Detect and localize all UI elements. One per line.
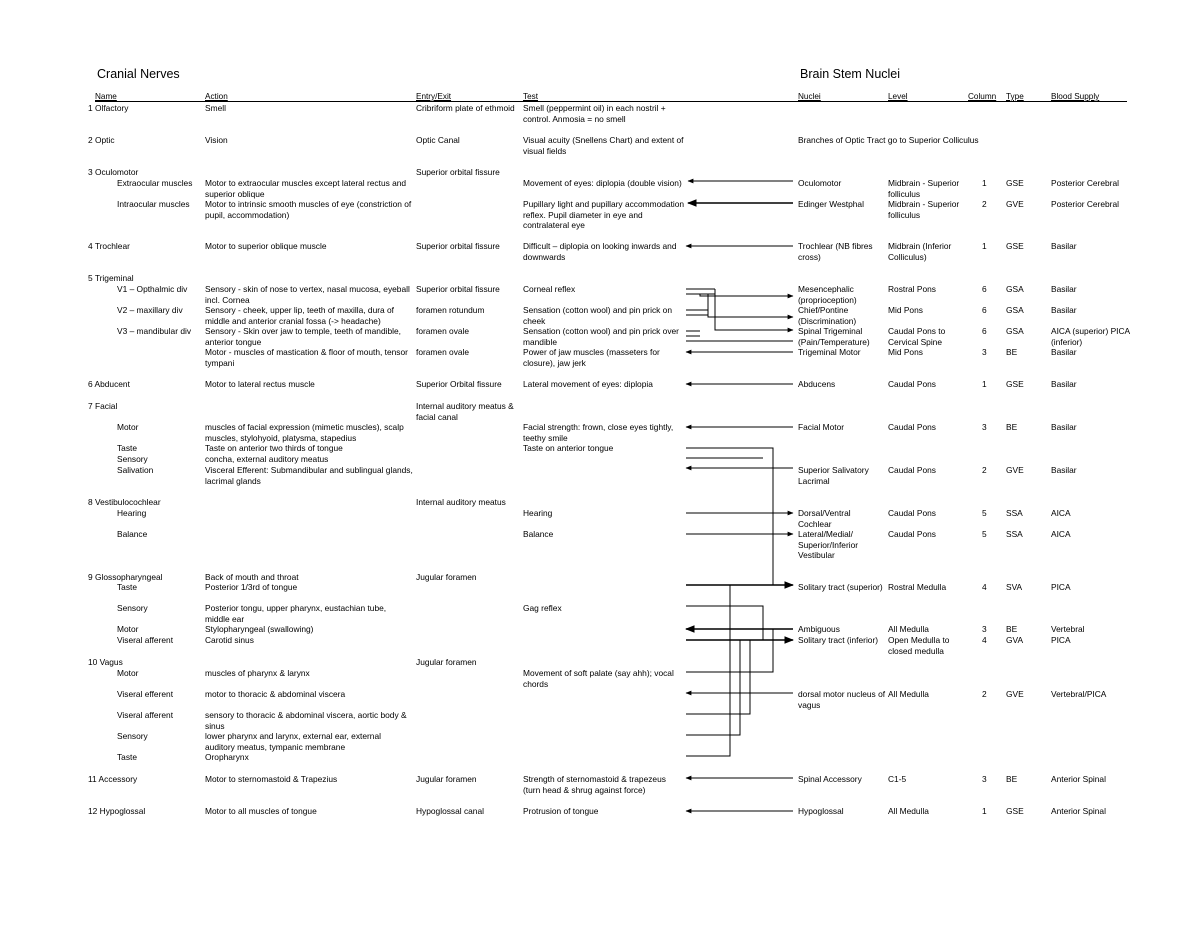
cell-column: 3 (982, 347, 987, 357)
left-title: Cranial Nerves (97, 67, 180, 81)
cell-level: Caudal Pons (888, 508, 936, 518)
cell-test: Balance (523, 529, 554, 539)
right-title: Brain Stem Nuclei (800, 67, 901, 81)
cell-nuclei: Solitary tract (superior) (798, 582, 883, 592)
cell-name: Hearing (117, 508, 147, 518)
cell-test: Sensation (cotton wool) and pin prick on cheek (523, 305, 672, 326)
cell-action: Back of mouth and throat (205, 572, 299, 582)
cell-blood: AICA (1051, 529, 1071, 539)
cell-nuclei: Abducens (798, 379, 836, 389)
cell-action: sensory to thoracic & abdominal viscera, aortic body & sinus (205, 710, 407, 731)
cell-name: 10 Vagus (88, 657, 123, 667)
cell-type: GSA (1006, 305, 1024, 315)
cell-type: SSA (1006, 508, 1023, 518)
cell-entry: Internal auditory meatus & facial canal (416, 401, 514, 422)
trig-to-spinal (715, 289, 793, 330)
cell-entry: Internal auditory meatus (416, 497, 506, 507)
cell-column: 6 (982, 284, 987, 294)
cell-level: Midbrain - Superior folliculus (888, 178, 960, 199)
cell-test: Corneal reflex (523, 284, 576, 294)
cell-entry: Jugular foramen (416, 572, 477, 582)
cell-action: Posterior 1/3rd of tongue (205, 582, 298, 592)
cell-entry: Optic Canal (416, 135, 460, 145)
cell-type: SSA (1006, 529, 1023, 539)
cell-column: 5 (982, 508, 987, 518)
cell-test: Movement of soft palate (say ahh); vocal chords (523, 668, 674, 689)
cell-name: Extraocular muscles (117, 178, 193, 188)
cell-blood: AICA (1051, 508, 1071, 518)
cell-column: 6 (982, 305, 987, 315)
cell-blood: AICA (superior) PICA (inferior) (1051, 326, 1130, 347)
cell-level: Rostral Medulla (888, 582, 947, 592)
cell-level: Mid Pons (888, 305, 923, 315)
cell-level: All Medulla (888, 689, 929, 699)
cell-test: Facial strength: frown, close eyes tightly, teethy smile (523, 422, 674, 443)
cell-test: Lateral movement of eyes: diplopia (523, 379, 653, 389)
cell-nuclei: Lateral/Medial/ Superior/Inferior Vestibular (798, 529, 859, 561)
cell-level: Caudal Pons to Cervical Spine (888, 326, 946, 347)
cell-column: 1 (982, 178, 987, 188)
cell-level: Caudal Pons (888, 422, 936, 432)
cell-test: Smell (peppermint oil) in each nostril + control. Anmosia = no smell (523, 103, 666, 124)
cell-type: GSE (1006, 178, 1024, 188)
header-level: Level (888, 92, 908, 101)
cell-column: 4 (982, 582, 987, 592)
cell-name: 3 Oculomotor (88, 167, 139, 177)
cell-action: Motor - muscles of mastication & floor of mouth, tensor tympani (205, 347, 408, 368)
cell-column: 1 (982, 241, 987, 251)
cell-action: Stylopharyngeal (swallowing) (205, 624, 314, 634)
cell-test: Pupillary light and pupillary accommodation reflex. Pupil diameter in eye and contralateral eye (523, 199, 685, 231)
cell-name: Salivation (117, 465, 154, 475)
cell-name: 1 Olfactory (88, 103, 129, 113)
cell-test: Protrusion of tongue (523, 806, 599, 816)
cell-action: lower pharynx and larynx, external ear, external auditory meatus, tympanic membrane (205, 731, 381, 752)
cell-action: Motor to all muscles of tongue (205, 806, 317, 816)
cell-action: muscles of pharynx & larynx (205, 668, 310, 678)
cell-nuclei: Solitary tract (inferior) (798, 635, 879, 645)
cell-entry: Hypoglossal canal (416, 806, 484, 816)
cell-type: GSE (1006, 241, 1024, 251)
cell-entry: Superior orbital fissure (416, 167, 500, 177)
cell-nuclei: Trochlear (NB fibres cross) (798, 241, 873, 262)
cell-nuclei: Trigeminal Motor (798, 347, 861, 357)
cell-name: 9 Glossopharyngeal (88, 572, 163, 582)
cell-nuclei: Oculomotor (798, 178, 842, 188)
cell-type: GVA (1006, 635, 1024, 645)
cell-name: Sensory (117, 731, 148, 741)
cell-blood: Basilar (1051, 379, 1077, 389)
cell-test: Strength of sternomastoid & trapezeus (turn head & shrug against force) (523, 774, 666, 795)
cell-level: C1-5 (888, 774, 907, 784)
cell-type: BE (1006, 422, 1018, 432)
cell-level: Open Medulla to closed medulla (888, 635, 950, 656)
vagus-sensory-line (686, 640, 740, 735)
cell-name: 12 Hypoglossal (88, 806, 146, 816)
cell-name: Taste (117, 443, 138, 453)
cell-column: 1 (982, 806, 987, 816)
cell-type: SVA (1006, 582, 1023, 592)
cell-level: All Medulla (888, 806, 929, 816)
cell-test: Movement of eyes: diplopia (double vision) (523, 178, 682, 188)
cell-name: Taste (117, 582, 138, 592)
cell-type: BE (1006, 774, 1018, 784)
cell-name: Viseral afferent (117, 710, 174, 720)
cell-test: Taste on anterior tongue (523, 443, 614, 453)
cell-entry: foramen ovale (416, 326, 470, 336)
cell-entry: Jugular foramen (416, 774, 477, 784)
cell-level: All Medulla (888, 624, 929, 634)
cell-blood: Basilar (1051, 347, 1077, 357)
cell-action: concha, external auditory meatus (205, 454, 329, 464)
cell-test: Power of jaw muscles (masseters for closure), jaw jerk (523, 347, 660, 368)
cell-name: 8 Vestibulocochlear (88, 497, 161, 507)
header-column: Column (968, 92, 997, 101)
cell-blood: Posterior Cerebral (1051, 199, 1119, 209)
cell-nuclei: Mesencephalic (proprioception) (798, 284, 857, 305)
cell-action: Motor to superior oblique muscle (205, 241, 327, 251)
cell-action: motor to thoracic & abdominal viscera (205, 689, 346, 699)
cell-action: Sensory - cheek, upper lip, teeth of maxilla, dura of middle and anterior cranial fossa (-> headache) (205, 305, 395, 326)
facial-taste-line (686, 448, 793, 585)
cell-test: Visual acuity (Snellens Chart) and extent of visual fields (523, 135, 684, 156)
cell-entry: foramen ovale (416, 347, 470, 357)
header-nuclei: Nuclei (798, 92, 821, 101)
cell-level: Mid Pons (888, 347, 923, 357)
cell-name: Sensory (117, 454, 148, 464)
cell-level: Caudal Pons (888, 529, 936, 539)
cell-blood: Basilar (1051, 465, 1077, 475)
cell-entry: Superior Orbital fissure (416, 379, 502, 389)
cell-action: Vision (205, 135, 228, 145)
cell-blood: Anterior Spinal (1051, 806, 1106, 816)
cell-name: Motor (117, 624, 139, 634)
cell-name: Viseral efferent (117, 689, 174, 699)
cell-blood: Basilar (1051, 305, 1077, 315)
cell-type: GSE (1006, 379, 1024, 389)
header-action: Action (205, 92, 228, 101)
header-name: Name (95, 92, 117, 101)
cell-action: Motor to intrinsic smooth muscles of eye (constriction of pupil, accommodation) (205, 199, 412, 220)
cell-action: Oropharynx (205, 752, 249, 762)
cell-nuclei: Hypoglossal (798, 806, 844, 816)
cell-name: V1 – Opthalmic div (117, 284, 188, 294)
cell-nuclei: Spinal Accessory (798, 774, 862, 784)
vagus-taste-line (686, 585, 730, 756)
cell-blood: Posterior Cerebral (1051, 178, 1119, 188)
header-type: Type (1006, 92, 1024, 101)
cell-type: GSA (1006, 326, 1024, 336)
cell-entry: Superior orbital fissure (416, 241, 500, 251)
cell-blood: Vertebral/PICA (1051, 689, 1107, 699)
cell-test: Difficult – diplopia on looking inwards and downwards (523, 241, 677, 262)
cell-nuclei: Facial Motor (798, 422, 845, 432)
cell-blood: Basilar (1051, 241, 1077, 251)
cell-action: Carotid sinus (205, 635, 254, 645)
cell-nuclei: Dorsal/Ventral Cochlear (798, 508, 851, 529)
cell-type: GVE (1006, 199, 1024, 209)
cell-level: Midbrain (Inferior Colliculus) (888, 241, 952, 262)
cell-name: Taste (117, 752, 138, 762)
cell-action: muscles of facial expression (mimetic muscles), scalp muscles, stylohyoid, platysma, stapedius (205, 422, 404, 443)
cell-column: 5 (982, 529, 987, 539)
cell-column: 6 (982, 326, 987, 336)
cell-name: Sensory (117, 603, 148, 613)
cell-action: Motor to lateral rectus muscle (205, 379, 315, 389)
cell-level: Rostral Pons (888, 284, 936, 294)
cell-level: Caudal Pons (888, 465, 936, 475)
cell-type: BE (1006, 347, 1018, 357)
cell-name: Intraocular muscles (117, 199, 190, 209)
cell-test: Sensation (cotton wool) and pin prick over mandible (523, 326, 679, 347)
cell-name: 4 Trochlear (88, 241, 130, 251)
cell-name: 5 Trigeminal (88, 273, 134, 283)
cell-column: 2 (982, 465, 987, 475)
cell-entry: Superior orbital fissure (416, 284, 500, 294)
cell-name: V3 – mandibular div (117, 326, 192, 336)
cell-name: 7 Facial (88, 401, 118, 411)
header-entry: Entry/Exit (416, 92, 452, 101)
cell-action: Sensory - skin of nose to vertex, nasal mucosa, eyeball incl. Cornea (205, 284, 410, 305)
cell-blood: PICA (1051, 582, 1071, 592)
cell-entry: Cribriform plate of ethmoid (416, 103, 515, 113)
optic-nuclei-note: Branches of Optic Tract go to Superior Colliculus (798, 135, 979, 145)
cell-action: Motor to sternomastoid & Trapezius (205, 774, 338, 784)
cell-blood: Vertebral (1051, 624, 1085, 634)
cell-nuclei: Chief/Pontine (Discrimination) (798, 305, 857, 326)
cell-level: Caudal Pons (888, 379, 936, 389)
header-test: Test (523, 92, 539, 101)
cell-name: Motor (117, 668, 139, 678)
cell-name: Balance (117, 529, 148, 539)
cell-nuclei: Spinal Trigeminal (Pain/Temperature) (798, 326, 870, 347)
cell-blood: Basilar (1051, 284, 1077, 294)
cell-type: GSE (1006, 806, 1024, 816)
cell-blood: Basilar (1051, 422, 1077, 432)
cell-nuclei: Superior Salivatory Lacrimal (798, 465, 869, 486)
cell-level: Midbrain - Superior folliculus (888, 199, 960, 220)
cell-name: 6 Abducent (88, 379, 130, 389)
cell-column: 2 (982, 689, 987, 699)
cell-nuclei: dorsal motor nucleus of vagus (798, 689, 886, 710)
cell-action: Smell (205, 103, 226, 113)
gag-line (686, 606, 793, 640)
cell-nuclei: Ambiguous (798, 624, 840, 634)
cell-column: 3 (982, 624, 987, 634)
cell-type: GSA (1006, 284, 1024, 294)
cell-type: GVE (1006, 689, 1024, 699)
cell-type: BE (1006, 624, 1018, 634)
cell-column: 2 (982, 199, 987, 209)
cell-column: 3 (982, 422, 987, 432)
cell-action: Posterior tongu, upper pharynx, eustachian tube, middle ear (205, 603, 387, 624)
cell-test: Hearing (523, 508, 553, 518)
cell-name: 2 Optic (88, 135, 115, 145)
cell-column: 1 (982, 379, 987, 389)
trig-to-chief (708, 294, 793, 317)
cell-blood: PICA (1051, 635, 1071, 645)
cell-column: 4 (982, 635, 987, 645)
cell-name: V2 – maxillary div (117, 305, 183, 315)
cell-blood: Anterior Spinal (1051, 774, 1106, 784)
cell-column: 3 (982, 774, 987, 784)
cell-name: Viseral afferent (117, 635, 174, 645)
cell-test: Gag reflex (523, 603, 562, 613)
cell-action: Taste on anterior two thirds of tongue (205, 443, 343, 453)
cell-name: 11 Accessory (88, 774, 138, 784)
cell-entry: foramen rotundum (416, 305, 485, 315)
cell-action: Sensory - Skin over jaw to temple, teeth of mandible, anterior tongue (205, 326, 401, 347)
cell-entry: Jugular foramen (416, 657, 477, 667)
cell-action: Visceral Efferent: Submandibular and sublingual glands, lacrimal glands (205, 465, 413, 486)
cell-nuclei: Edinger Westphal (798, 199, 864, 209)
cell-name: Motor (117, 422, 139, 432)
header-blood: Blood Supply (1051, 92, 1100, 101)
cell-type: GVE (1006, 465, 1024, 475)
cell-action: Motor to extraocular muscles except lateral rectus and superior oblique (205, 178, 407, 199)
